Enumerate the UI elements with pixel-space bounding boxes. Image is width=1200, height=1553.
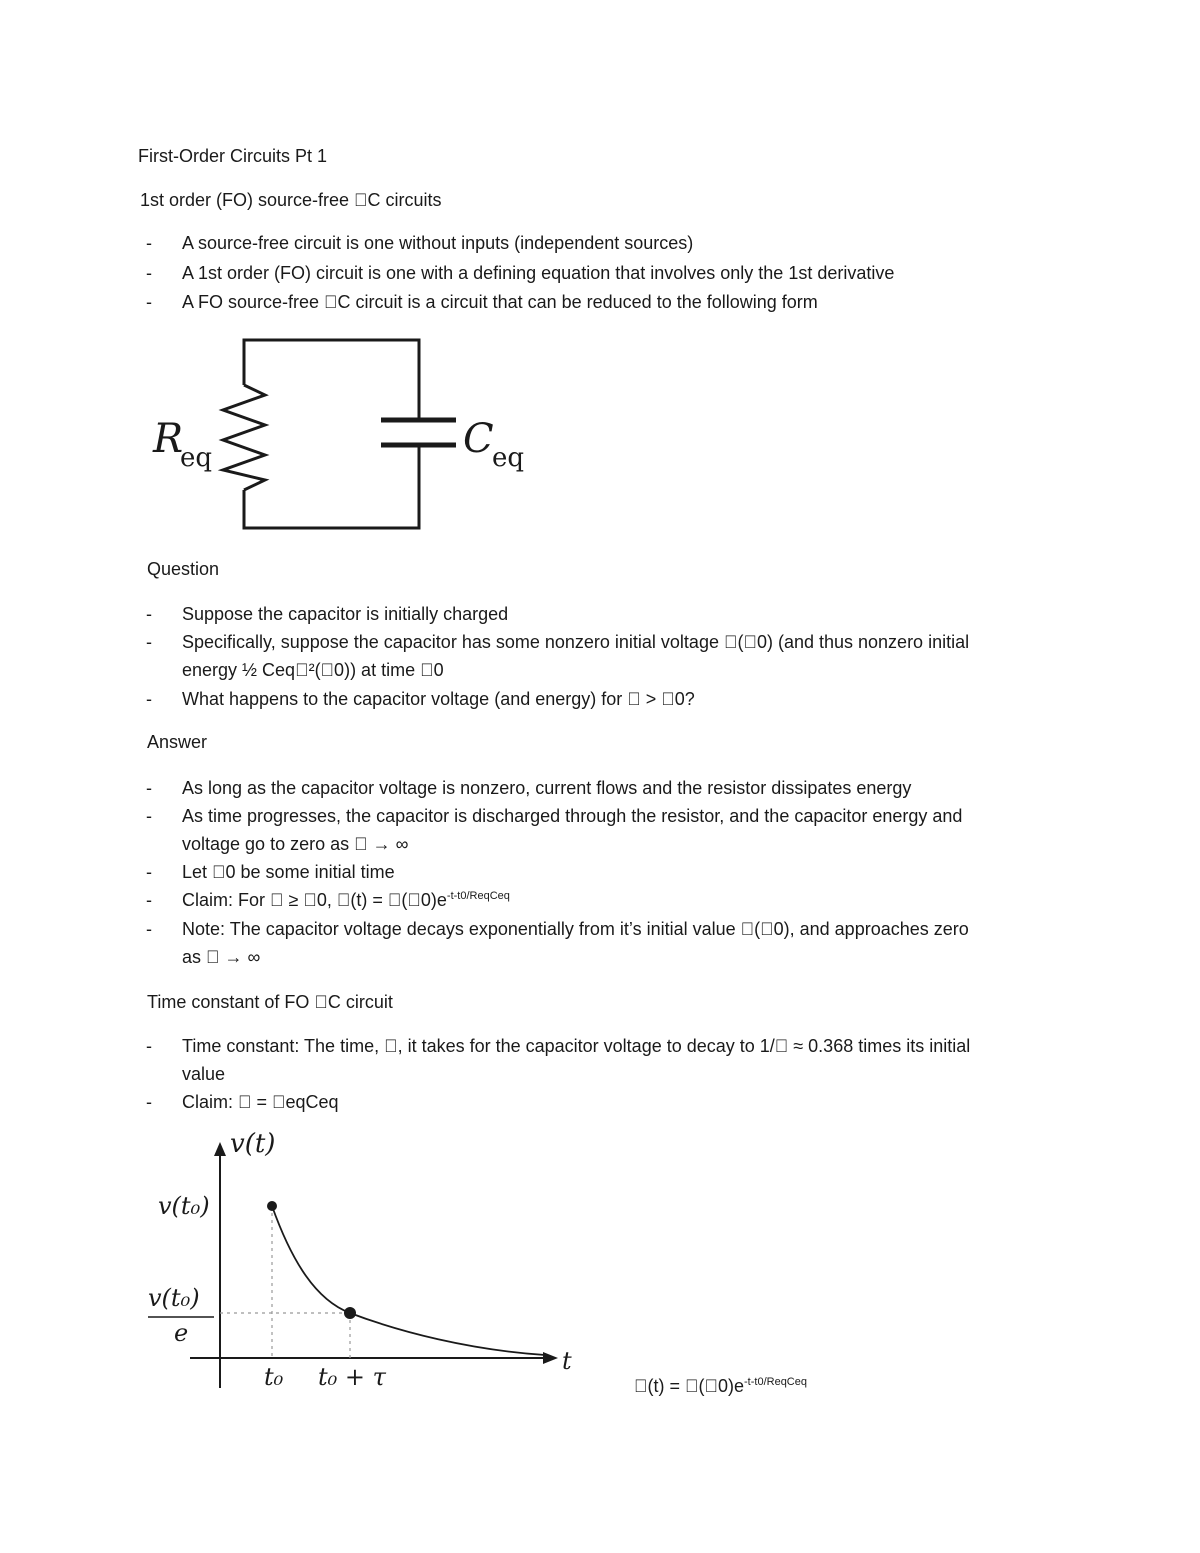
decay-formula-exponent: -t-t0/ReqCeq: [744, 1376, 807, 1388]
bullet-reduced-form: A FO source-free  C circuit is a circuit that can be reduced to the following form: [182, 292, 818, 312]
y-tick-frac-numerator: v(t₀): [148, 1284, 200, 1312]
x-axis-arrowhead: [543, 1352, 558, 1364]
bullet-dash: -: [146, 1036, 152, 1056]
answer-heading: Answer: [147, 732, 208, 752]
tc-bullet-definition: Time constant: The time,  , it takes for the capacitor voltage to decay to 1/  ≈ 0.368 times its initial: [182, 1036, 971, 1056]
bullet-dash: -: [146, 806, 152, 826]
tc-bullet-definition-cont: value: [182, 1064, 226, 1084]
bullet-dash: -: [146, 292, 152, 312]
capacitor-label: C: [463, 416, 494, 462]
question-bullet-initial-voltage: Specifically, suppose the capacitor has some nonzero initial voltage  ( 0) (and thus nonzero initial: [182, 632, 970, 652]
question-bullet-what-happens: What happens to the capacitor voltage (and energy) for   >  0?: [182, 689, 695, 709]
bullet-source-free: A source-free circuit is one without inputs (independent sources): [182, 233, 694, 253]
resistor-zigzag: [223, 385, 265, 490]
y-tick-initial: v(t₀): [158, 1192, 210, 1220]
answer-bullet-current-flows: As long as the capacitor voltage is nonzero, current flows and the resistor dissipates energy: [182, 778, 912, 798]
bullet-dash: -: [146, 689, 152, 709]
bullet-dash: -: [146, 890, 152, 910]
capacitor-subscript: eq: [492, 443, 525, 473]
bullet-dash: -: [146, 919, 152, 939]
y-axis-arrowhead: [214, 1142, 226, 1156]
y-tick-frac-denominator: e: [174, 1319, 189, 1347]
y-axis-label: v(t): [230, 1129, 276, 1159]
bullet-dash: -: [146, 778, 152, 798]
x-axis-label: t: [562, 1347, 572, 1375]
bullet-dash: -: [146, 1092, 152, 1112]
answer-bullet-discharged: As time progresses, the capacitor is discharged through the resistor, and the capacitor energy and: [182, 806, 963, 826]
answer-bullet-note: Note: The capacitor voltage decays exponentially from it’s initial value  ( 0), and approaches zero: [182, 919, 969, 939]
bullet-dash: -: [146, 233, 152, 253]
claim-formula: Claim: For   ≥  0,  (t) =  ( 0)e: [182, 890, 447, 910]
circuit-wire: [244, 445, 419, 528]
tc-bullet-claim: Claim:   =  eqCeq: [182, 1092, 339, 1112]
question-heading: Question: [147, 559, 220, 579]
resistor-subscript: eq: [180, 443, 213, 473]
bullet-dash: -: [146, 263, 152, 283]
page-title: First-Order Circuits Pt 1: [138, 146, 328, 166]
point-initial: [267, 1201, 277, 1211]
resistor-label: R: [153, 416, 184, 462]
section-heading-rc: 1st order (FO) source-free  C circuits: [140, 190, 442, 210]
answer-bullet-note-cont: as   → ∞: [182, 947, 261, 967]
x-tick-t0: t₀: [264, 1363, 284, 1391]
decay-formula-main:  (t) =  ( 0)e: [634, 1376, 745, 1396]
decay-formula: [634, 1375, 807, 1397]
time-constant-heading: Time constant of FO  C circuit: [147, 992, 393, 1012]
bullet-dash: -: [146, 604, 152, 624]
bullet-dash: -: [146, 632, 152, 652]
claim-exponent: -t-t0/ReqCeq: [446, 890, 510, 902]
answer-bullet-initial-time: Let  0 be some initial time: [182, 862, 395, 882]
decay-curve: [272, 1206, 545, 1355]
answer-bullet-zero: voltage go to zero as   → ∞: [182, 834, 409, 854]
question-bullet-charged: Suppose the capacitor is initially charged: [182, 604, 509, 624]
bullet-dash: -: [146, 862, 152, 882]
answer-bullet-claim: [182, 889, 510, 911]
bullet-first-order: A 1st order (FO) circuit is one with a defining equation that involves only the 1st derivative: [182, 263, 895, 283]
x-tick-t0-plus-tau: t₀ + τ: [318, 1363, 386, 1391]
question-bullet-energy: energy ½ Ceq ²( 0)) at time  0: [182, 660, 444, 680]
point-tau: [344, 1307, 356, 1319]
circuit-wire: [244, 340, 419, 420]
